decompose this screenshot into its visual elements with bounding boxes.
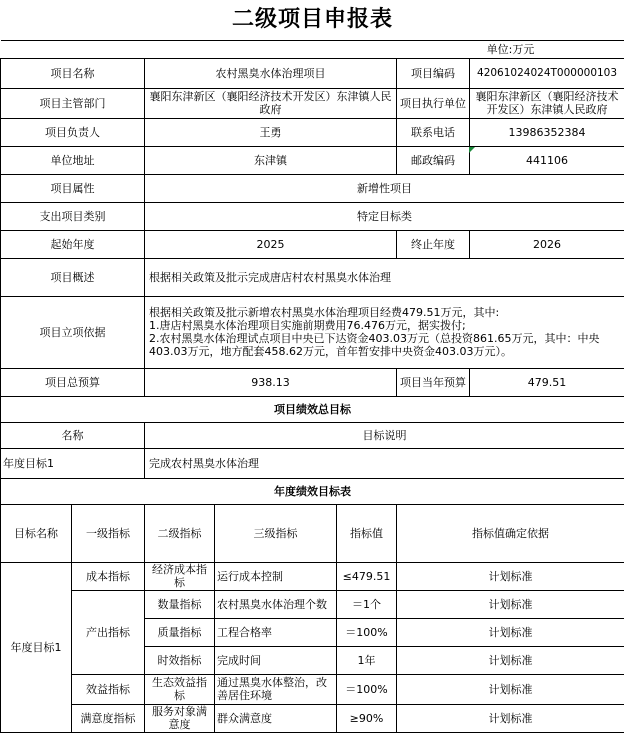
unit-label: 单位:万元	[486, 42, 535, 56]
row3-level2: 质量指标	[145, 618, 215, 646]
row1-value: ≤479.51	[337, 562, 397, 590]
end-year-value: 2026	[470, 230, 624, 258]
label-year-budget: 项目当年预算	[397, 368, 470, 396]
project-code-value: 42061024024T000000103	[470, 58, 624, 88]
overall-row-name: 年度目标1	[1, 448, 145, 478]
col-level1: 一级指标	[72, 504, 145, 562]
label-attribute: 项目属性	[1, 174, 145, 202]
row3-basis: 计划标准	[397, 618, 624, 646]
overall-goal-header: 项目绩效总目标	[1, 396, 624, 422]
expense-type-value: 特定目标类	[145, 202, 624, 230]
label-basis: 项目立项依据	[1, 296, 145, 368]
overview-value: 根据相关政策及批示完成唐店村农村黑臭水体治理	[145, 258, 624, 296]
row3-level3: 工程合格率	[215, 618, 337, 646]
row5-level2: 生态效益指标	[145, 674, 215, 704]
basis-line-2: 1.唐店村黑臭水体治理项目实施前期费用76.476万元，据实拨付;	[149, 319, 466, 332]
overall-col-desc: 目标说明	[145, 422, 624, 448]
table-row	[1, 590, 624, 618]
label-postcode: 邮政编码	[397, 146, 470, 174]
row6-level2: 服务对象满意度	[145, 704, 215, 732]
phone-value: 13986352384	[470, 118, 624, 146]
label-expense-type: 支出项目类别	[1, 202, 145, 230]
col-value: 指标值	[337, 504, 397, 562]
col-target-name: 目标名称	[1, 504, 72, 562]
cell-comment-marker-icon	[469, 147, 475, 153]
row4-basis: 计划标准	[397, 646, 624, 674]
label-total-budget: 项目总预算	[1, 368, 145, 396]
project-name-value: 农村黑臭水体治理项目	[145, 58, 397, 88]
row1-basis: 计划标准	[397, 562, 624, 590]
row6-basis: 计划标准	[397, 704, 624, 732]
label-leader: 项目负责人	[1, 118, 145, 146]
row4-level3: 完成时间	[215, 646, 337, 674]
col-basis: 指标值确定依据	[397, 504, 624, 562]
row5-level3: 通过黑臭水体整治，改善居住环境	[215, 674, 337, 704]
basis-line-1: 根据相关政策及批示新增农村黑臭水体治理项目经费479.51万元，其中:	[149, 306, 500, 319]
label-start-year: 起始年度	[1, 230, 145, 258]
label-overview: 项目概述	[1, 258, 145, 296]
basis-value	[145, 296, 624, 368]
row6-value: ≥90%	[337, 704, 397, 732]
row4-level2: 时效指标	[145, 646, 215, 674]
start-year-value: 2025	[145, 230, 397, 258]
label-address: 单位地址	[1, 146, 145, 174]
row4-value: 1年	[337, 646, 397, 674]
row6-level1: 满意度指标	[72, 704, 145, 732]
postcode-value: 441106	[470, 146, 624, 174]
row5-basis: 计划标准	[397, 674, 624, 704]
row6-level3: 群众满意度	[215, 704, 337, 732]
year-budget-value: 479.51	[470, 368, 624, 396]
table-row	[1, 562, 624, 590]
row3-value: ＝100%	[337, 618, 397, 646]
table-row	[1, 674, 624, 704]
row1-level1: 成本指标	[72, 562, 145, 590]
exec-unit-value: 襄阳东津新区（襄阳经济技术开发区）东津镇人民政府	[470, 88, 624, 118]
row2-level2: 数量指标	[145, 590, 215, 618]
form-title: 二级项目申报表	[1, 0, 624, 40]
basis-line-3: 2.农村黑臭水体治理试点项目中央已下达资金403.03万元（总投资861.65万元，其中：中央403.03万元，地方配套458.62万元，首年暂安排中央资金403.03万元）。	[149, 332, 600, 358]
label-phone: 联系电话	[397, 118, 470, 146]
leader-value: 王勇	[145, 118, 397, 146]
row2-level1: 产出指标	[72, 590, 145, 674]
row2-value: ＝1个	[337, 590, 397, 618]
row1-level2: 经济成本指标	[145, 562, 215, 590]
row5-value: ＝100%	[337, 674, 397, 704]
row2-level3: 农村黑臭水体治理个数	[215, 590, 337, 618]
total-budget-value: 938.13	[145, 368, 397, 396]
label-end-year: 终止年度	[397, 230, 470, 258]
annual-target-name: 年度目标1	[1, 562, 72, 732]
col-level3: 三级指标	[215, 504, 337, 562]
label-project-code: 项目编码	[397, 58, 470, 88]
label-dept: 项目主管部门	[1, 88, 145, 118]
table-row	[1, 704, 624, 732]
row1-level3: 运行成本控制	[215, 562, 337, 590]
label-exec-unit: 项目执行单位	[397, 88, 470, 118]
overall-row-desc: 完成农村黑臭水体治理	[145, 448, 624, 478]
dept-value: 襄阳东津新区（襄阳经济技术开发区）东津镇人民政府	[145, 88, 397, 118]
row5-level1: 效益指标	[72, 674, 145, 704]
row2-basis: 计划标准	[397, 590, 624, 618]
annual-goal-header: 年度绩效目标表	[1, 478, 624, 504]
address-value: 东津镇	[145, 146, 397, 174]
col-level2: 二级指标	[145, 504, 215, 562]
overall-col-name: 名称	[1, 422, 145, 448]
label-project-name: 项目名称	[1, 58, 145, 88]
attribute-value: 新增性项目	[145, 174, 624, 202]
